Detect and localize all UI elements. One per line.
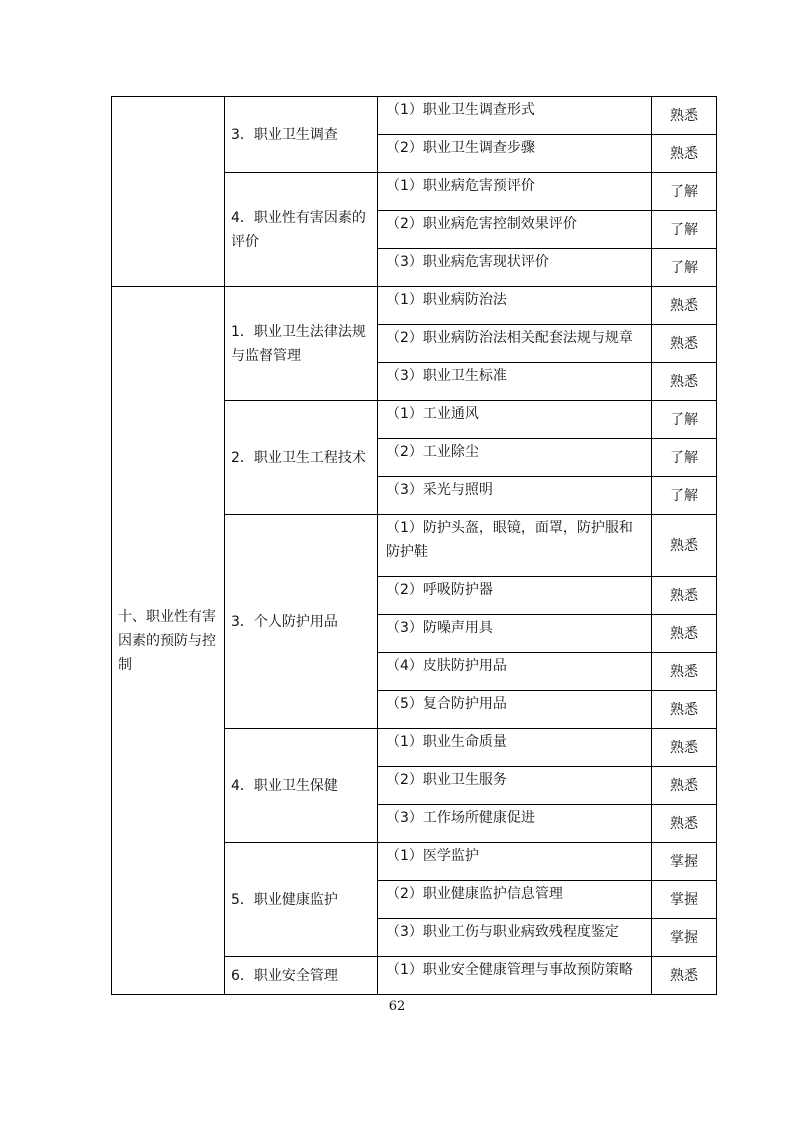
item-text: （2）职业病危害控制效果评价 xyxy=(378,211,652,249)
topic-title: 6．职业安全管理 xyxy=(231,967,338,984)
topic-cell xyxy=(225,287,378,401)
item-text: （4）皮肤防护用品 xyxy=(378,653,652,691)
item-text: （1）职业病危害预评价 xyxy=(378,173,652,211)
item-text: （3）职业病危害现状评价 xyxy=(378,249,652,287)
topic-cell xyxy=(225,843,378,957)
requirement-level: 熟悉 xyxy=(652,135,717,173)
item-text: （2）职业卫生服务 xyxy=(378,767,652,805)
requirement-level: 熟悉 xyxy=(652,515,717,577)
item-text: （3）职业工伤与职业病致残程度鉴定 xyxy=(378,919,652,957)
topic-title: 4．职业卫生保健 xyxy=(231,777,338,794)
table-row xyxy=(112,287,717,325)
category-label: 十、职业性有害因素的预防与控制 xyxy=(118,608,216,673)
requirement-level: 熟悉 xyxy=(652,957,717,995)
requirement-level: 熟悉 xyxy=(652,653,717,691)
requirement-level: 了解 xyxy=(652,439,717,477)
topic-cell xyxy=(225,401,378,515)
requirement-level: 熟悉 xyxy=(652,615,717,653)
item-text: （3）采光与照明 xyxy=(378,477,652,515)
item-text: （3）工作场所健康促进 xyxy=(378,805,652,843)
topic-cell xyxy=(225,515,378,729)
requirement-level: 熟悉 xyxy=(652,577,717,615)
topic-title: 2．职业卫生工程技术 xyxy=(231,449,366,466)
requirement-level: 熟悉 xyxy=(652,729,717,767)
table-row xyxy=(112,97,717,135)
item-text: （2）工业除尘 xyxy=(378,439,652,477)
topic-cell xyxy=(225,957,378,995)
topic-title: 1．职业卫生法律法规与监督管理 xyxy=(231,323,366,364)
item-text: （1）职业安全健康管理与事故预防策略 xyxy=(378,957,652,995)
requirement-level: 了解 xyxy=(652,401,717,439)
requirement-level: 熟悉 xyxy=(652,767,717,805)
syllabus-table xyxy=(111,96,717,995)
requirement-level: 了解 xyxy=(652,477,717,515)
item-text: （1）职业病防治法 xyxy=(378,287,652,325)
category-cell xyxy=(112,287,225,995)
requirement-level: 熟悉 xyxy=(652,691,717,729)
page-number: 62 xyxy=(388,999,406,1014)
requirement-level: 了解 xyxy=(652,249,717,287)
requirement-level: 熟悉 xyxy=(652,325,717,363)
item-text: （2）呼吸防护器 xyxy=(378,577,652,615)
category-cell xyxy=(112,97,225,287)
topic-cell xyxy=(225,729,378,843)
item-text: （1）医学监护 xyxy=(378,843,652,881)
topic-cell xyxy=(225,173,378,287)
topic-title: 3．个人防护用品 xyxy=(231,613,338,630)
requirement-level: 掌握 xyxy=(652,919,717,957)
topic-cell xyxy=(225,97,378,173)
item-text: （3）职业卫生标准 xyxy=(378,363,652,401)
requirement-level: 熟悉 xyxy=(652,805,717,843)
item-text: （5）复合防护用品 xyxy=(378,691,652,729)
requirement-level: 了解 xyxy=(652,211,717,249)
requirement-level: 掌握 xyxy=(652,881,717,919)
requirement-level: 了解 xyxy=(652,173,717,211)
requirement-level: 熟悉 xyxy=(652,97,717,135)
requirement-level: 熟悉 xyxy=(652,363,717,401)
topic-title: 4．职业性有害因素的评价 xyxy=(231,209,366,250)
item-text: （2）职业健康监护信息管理 xyxy=(378,881,652,919)
item-text: （3）防噪声用具 xyxy=(378,615,652,653)
item-text: （2）职业卫生调查步骤 xyxy=(378,135,652,173)
requirement-level: 掌握 xyxy=(652,843,717,881)
item-text: （2）职业病防治法相关配套法规与规章 xyxy=(378,325,652,363)
item-text: （1）工业通风 xyxy=(378,401,652,439)
item-text: （1）职业生命质量 xyxy=(378,729,652,767)
item-text: （1）职业卫生调查形式 xyxy=(378,97,652,135)
topic-title: 3．职业卫生调查 xyxy=(231,126,338,143)
requirement-level: 熟悉 xyxy=(652,287,717,325)
item-text: （1）防护头盔，眼镜，面罩，防护服和防护鞋 xyxy=(378,515,652,577)
topic-title: 5．职业健康监护 xyxy=(231,891,338,908)
